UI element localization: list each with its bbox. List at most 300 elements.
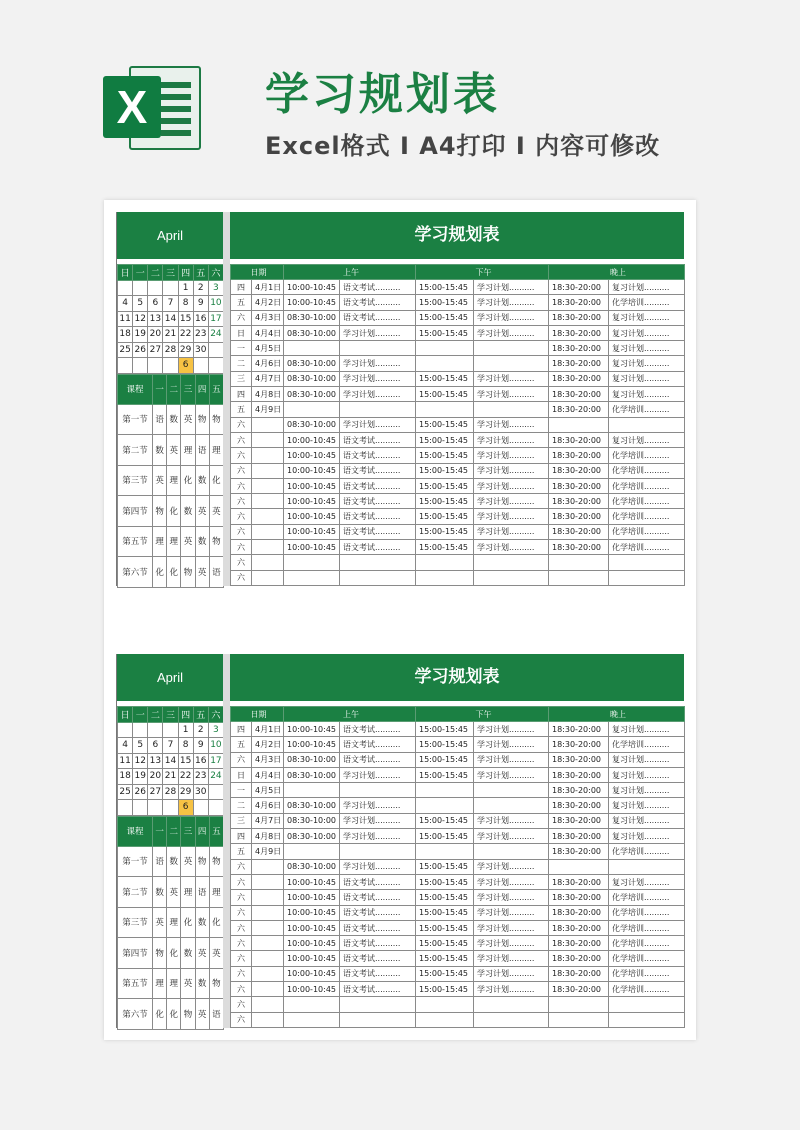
course-cell[interactable]: 语 <box>209 999 223 1030</box>
course-cell[interactable]: 理 <box>209 435 223 466</box>
schedule-cell[interactable] <box>340 402 416 417</box>
calendar-day[interactable] <box>118 722 133 738</box>
schedule-cell[interactable]: 4月3日 <box>252 310 284 325</box>
schedule-cell[interactable]: 18:30-20:00 <box>549 509 609 524</box>
course-cell[interactable]: 数 <box>167 404 181 435</box>
schedule-cell[interactable]: 10:00-10:45 <box>284 478 340 493</box>
calendar-day[interactable]: 30 <box>193 784 208 800</box>
schedule-cell[interactable]: 化学培训.......... <box>609 295 685 310</box>
schedule-cell[interactable]: 学习计划.......... <box>474 874 549 889</box>
schedule-cell[interactable]: 六 <box>231 478 252 493</box>
schedule-cell[interactable]: 化学培训.......... <box>609 463 685 478</box>
schedule-cell[interactable]: 六 <box>231 509 252 524</box>
course-cell[interactable]: 英 <box>209 938 223 969</box>
schedule-cell[interactable] <box>252 874 284 889</box>
schedule-cell[interactable]: 18:30-20:00 <box>549 280 609 295</box>
schedule-cell[interactable]: 4月3日 <box>252 752 284 767</box>
schedule-cell[interactable]: 六 <box>231 463 252 478</box>
schedule-cell[interactable]: 18:30-20:00 <box>549 752 609 767</box>
schedule-cell[interactable] <box>252 463 284 478</box>
calendar-day[interactable]: 1 <box>178 722 193 738</box>
course-cell[interactable]: 化 <box>167 557 181 588</box>
schedule-cell[interactable]: 4月5日 <box>252 341 284 356</box>
schedule-cell[interactable]: 复习计划.......... <box>609 356 685 371</box>
schedule-cell[interactable]: 10:00-10:45 <box>284 920 340 935</box>
calendar-day[interactable]: 26 <box>133 342 148 358</box>
course-cell[interactable]: 物 <box>209 526 223 557</box>
schedule-cell[interactable]: 语文考试.......... <box>340 936 416 951</box>
schedule-cell[interactable]: 4月6日 <box>252 798 284 813</box>
schedule-cell[interactable]: 学习计划.......... <box>474 432 549 447</box>
calendar-day[interactable]: 4 <box>118 738 133 754</box>
course-cell[interactable]: 英 <box>195 557 209 588</box>
schedule-cell[interactable]: 18:30-20:00 <box>549 798 609 813</box>
schedule-cell[interactable]: 学习计划.......... <box>474 859 549 874</box>
schedule-cell[interactable] <box>549 997 609 1012</box>
schedule-cell[interactable]: 复习计划.......... <box>609 874 685 889</box>
schedule-cell[interactable]: 15:00-15:45 <box>416 859 474 874</box>
schedule-cell[interactable]: 15:00-15:45 <box>416 463 474 478</box>
schedule-cell[interactable]: 语文考试.......... <box>340 966 416 981</box>
schedule-cell[interactable]: 10:00-10:45 <box>284 524 340 539</box>
course-cell[interactable]: 第一节 <box>118 404 153 435</box>
schedule-cell[interactable]: 学习计划.......... <box>474 951 549 966</box>
schedule-cell[interactable]: 化学培训.......... <box>609 524 685 539</box>
calendar-day[interactable]: 21 <box>163 769 178 785</box>
schedule-cell[interactable]: 学习计划.......... <box>474 966 549 981</box>
schedule-cell[interactable] <box>609 997 685 1012</box>
schedule-cell[interactable]: 18:30-20:00 <box>549 874 609 889</box>
schedule-cell[interactable]: 15:00-15:45 <box>416 325 474 340</box>
schedule-cell[interactable]: 08:30-10:00 <box>284 325 340 340</box>
schedule-cell[interactable]: 学习计划.......... <box>340 767 416 782</box>
calendar-day[interactable]: 17 <box>208 311 223 327</box>
schedule-cell[interactable]: 学习计划.......... <box>474 737 549 752</box>
course-cell[interactable]: 英 <box>181 404 195 435</box>
schedule-cell[interactable]: 六 <box>231 966 252 981</box>
schedule-cell[interactable]: 语文考试.......... <box>340 280 416 295</box>
schedule-cell[interactable]: 学习计划.......... <box>474 829 549 844</box>
schedule-cell[interactable] <box>416 1012 474 1027</box>
schedule-cell[interactable] <box>252 417 284 432</box>
schedule-cell[interactable]: 10:00-10:45 <box>284 494 340 509</box>
course-cell[interactable]: 理 <box>167 465 181 496</box>
calendar-day[interactable]: 8 <box>178 296 193 312</box>
schedule-cell[interactable]: 六 <box>231 448 252 463</box>
schedule-cell[interactable]: 学习计划.......... <box>340 813 416 828</box>
course-cell[interactable]: 第三节 <box>118 907 153 938</box>
course-cell[interactable]: 数 <box>153 877 167 908</box>
schedule-cell[interactable]: 化学培训.......... <box>609 478 685 493</box>
schedule-cell[interactable] <box>609 417 685 432</box>
calendar-day[interactable]: 25 <box>118 784 133 800</box>
schedule-cell[interactable]: 日 <box>231 767 252 782</box>
schedule-cell[interactable]: 18:30-20:00 <box>549 982 609 997</box>
schedule-cell[interactable]: 化学培训.......... <box>609 448 685 463</box>
calendar-day[interactable]: 16 <box>193 311 208 327</box>
course-cell[interactable]: 语 <box>195 435 209 466</box>
schedule-cell[interactable] <box>284 341 340 356</box>
schedule-cell[interactable]: 学习计划.......... <box>474 387 549 402</box>
schedule-cell[interactable]: 语文考试.......... <box>340 310 416 325</box>
course-cell[interactable]: 第五节 <box>118 968 153 999</box>
schedule-cell[interactable]: 18:30-20:00 <box>549 722 609 737</box>
schedule-cell[interactable]: 复习计划.......... <box>609 280 685 295</box>
calendar-day[interactable]: 13 <box>148 753 163 769</box>
schedule-cell[interactable]: 化学培训.......... <box>609 402 685 417</box>
schedule-cell[interactable]: 语文考试.......... <box>340 905 416 920</box>
schedule-cell[interactable]: 学习计划.......... <box>474 540 549 555</box>
schedule-cell[interactable] <box>340 844 416 859</box>
calendar-day[interactable]: 24 <box>208 769 223 785</box>
calendar-day[interactable]: 11 <box>118 753 133 769</box>
schedule-cell[interactable]: 4月1日 <box>252 280 284 295</box>
calendar-day[interactable]: 2 <box>193 280 208 296</box>
schedule-cell[interactable]: 学习计划.......... <box>474 752 549 767</box>
schedule-cell[interactable]: 六 <box>231 936 252 951</box>
schedule-cell[interactable]: 学习计划.......... <box>474 280 549 295</box>
schedule-cell[interactable]: 化学培训.......... <box>609 982 685 997</box>
schedule-cell[interactable]: 学习计划.......... <box>474 478 549 493</box>
calendar-day[interactable]: 18 <box>118 769 133 785</box>
schedule-cell[interactable] <box>416 555 474 570</box>
course-cell[interactable]: 数 <box>181 938 195 969</box>
calendar-day[interactable] <box>208 800 223 816</box>
course-cell[interactable]: 数 <box>181 496 195 527</box>
schedule-cell[interactable]: 化学培训.......... <box>609 966 685 981</box>
schedule-cell[interactable]: 15:00-15:45 <box>416 767 474 782</box>
schedule-cell[interactable] <box>416 844 474 859</box>
schedule-cell[interactable] <box>252 920 284 935</box>
schedule-cell[interactable]: 15:00-15:45 <box>416 722 474 737</box>
calendar-day[interactable] <box>208 784 223 800</box>
course-cell[interactable]: 物 <box>153 496 167 527</box>
calendar-day[interactable] <box>163 722 178 738</box>
schedule-cell[interactable]: 日 <box>231 325 252 340</box>
schedule-cell[interactable]: 学习计划.......... <box>474 371 549 386</box>
schedule-cell[interactable]: 六 <box>231 752 252 767</box>
schedule-cell[interactable] <box>549 417 609 432</box>
course-cell[interactable]: 物 <box>195 404 209 435</box>
schedule-cell[interactable] <box>474 844 549 859</box>
schedule-cell[interactable]: 五 <box>231 844 252 859</box>
schedule-cell[interactable]: 18:30-20:00 <box>549 936 609 951</box>
schedule-cell[interactable] <box>474 402 549 417</box>
schedule-cell[interactable] <box>416 402 474 417</box>
calendar-day[interactable] <box>193 358 208 374</box>
schedule-cell[interactable]: 学习计划.......... <box>340 325 416 340</box>
course-cell[interactable]: 数 <box>195 907 209 938</box>
schedule-cell[interactable]: 18:30-20:00 <box>549 920 609 935</box>
schedule-cell[interactable] <box>252 478 284 493</box>
schedule-cell[interactable]: 18:30-20:00 <box>549 905 609 920</box>
schedule-cell[interactable]: 语文考试.......... <box>340 982 416 997</box>
schedule-cell[interactable]: 15:00-15:45 <box>416 432 474 447</box>
schedule-cell[interactable]: 六 <box>231 920 252 935</box>
schedule-cell[interactable] <box>340 1012 416 1027</box>
course-cell[interactable]: 英 <box>181 968 195 999</box>
course-cell[interactable]: 英 <box>209 496 223 527</box>
schedule-cell[interactable]: 学习计划.......... <box>474 448 549 463</box>
schedule-cell[interactable]: 化学培训.......... <box>609 494 685 509</box>
schedule-cell[interactable]: 六 <box>231 310 252 325</box>
course-cell[interactable]: 第四节 <box>118 938 153 969</box>
calendar-day[interactable]: 28 <box>163 342 178 358</box>
course-cell[interactable]: 数 <box>153 435 167 466</box>
schedule-cell[interactable]: 08:30-10:00 <box>284 859 340 874</box>
calendar-day[interactable]: 9 <box>193 738 208 754</box>
schedule-cell[interactable]: 化学培训.......... <box>609 936 685 951</box>
schedule-cell[interactable]: 学习计划.......... <box>340 387 416 402</box>
course-cell[interactable]: 理 <box>167 968 181 999</box>
course-cell[interactable]: 物 <box>181 999 195 1030</box>
schedule-cell[interactable]: 复习计划.......... <box>609 310 685 325</box>
schedule-cell[interactable] <box>252 555 284 570</box>
schedule-cell[interactable]: 4月6日 <box>252 356 284 371</box>
course-cell[interactable]: 物 <box>195 846 209 877</box>
calendar-day[interactable] <box>148 358 163 374</box>
schedule-cell[interactable] <box>609 555 685 570</box>
schedule-cell[interactable]: 学习计划.......... <box>474 295 549 310</box>
course-cell[interactable]: 数 <box>195 968 209 999</box>
schedule-cell[interactable]: 复习计划.......... <box>609 371 685 386</box>
course-cell[interactable]: 第三节 <box>118 465 153 496</box>
schedule-cell[interactable]: 15:00-15:45 <box>416 478 474 493</box>
schedule-cell[interactable]: 语文考试.......... <box>340 737 416 752</box>
schedule-cell[interactable]: 六 <box>231 555 252 570</box>
schedule-cell[interactable] <box>474 997 549 1012</box>
schedule-cell[interactable]: 学习计划.......... <box>474 982 549 997</box>
schedule-cell[interactable]: 一 <box>231 341 252 356</box>
schedule-cell[interactable]: 语文考试.......... <box>340 722 416 737</box>
schedule-cell[interactable] <box>549 570 609 585</box>
schedule-cell[interactable]: 4月9日 <box>252 402 284 417</box>
schedule-cell[interactable] <box>284 402 340 417</box>
schedule-cell[interactable]: 18:30-20:00 <box>549 341 609 356</box>
schedule-cell[interactable] <box>252 570 284 585</box>
schedule-cell[interactable] <box>340 555 416 570</box>
schedule-cell[interactable]: 四 <box>231 387 252 402</box>
course-cell[interactable]: 第五节 <box>118 526 153 557</box>
schedule-cell[interactable]: 六 <box>231 874 252 889</box>
calendar-day[interactable] <box>118 358 133 374</box>
schedule-cell[interactable]: 学习计划.......... <box>340 798 416 813</box>
course-cell[interactable]: 物 <box>209 846 223 877</box>
schedule-cell[interactable] <box>252 982 284 997</box>
schedule-cell[interactable]: 08:30-10:00 <box>284 767 340 782</box>
schedule-cell[interactable]: 15:00-15:45 <box>416 936 474 951</box>
course-cell[interactable]: 第六节 <box>118 999 153 1030</box>
schedule-cell[interactable] <box>474 798 549 813</box>
calendar-day[interactable]: 14 <box>163 311 178 327</box>
schedule-cell[interactable]: 六 <box>231 540 252 555</box>
schedule-cell[interactable] <box>252 448 284 463</box>
course-cell[interactable]: 语 <box>153 404 167 435</box>
schedule-cell[interactable]: 六 <box>231 1012 252 1027</box>
schedule-cell[interactable]: 10:00-10:45 <box>284 966 340 981</box>
schedule-cell[interactable]: 08:30-10:00 <box>284 417 340 432</box>
schedule-cell[interactable]: 化学培训.......... <box>609 737 685 752</box>
calendar-day[interactable]: 17 <box>208 753 223 769</box>
calendar-day[interactable]: 22 <box>178 327 193 343</box>
schedule-cell[interactable]: 语文考试.......... <box>340 752 416 767</box>
schedule-cell[interactable]: 15:00-15:45 <box>416 982 474 997</box>
schedule-cell[interactable] <box>252 905 284 920</box>
schedule-cell[interactable]: 15:00-15:45 <box>416 540 474 555</box>
schedule-cell[interactable]: 10:00-10:45 <box>284 295 340 310</box>
schedule-cell[interactable]: 10:00-10:45 <box>284 463 340 478</box>
calendar-day[interactable]: 18 <box>118 327 133 343</box>
schedule-cell[interactable]: 15:00-15:45 <box>416 829 474 844</box>
course-cell[interactable]: 语 <box>195 877 209 908</box>
schedule-cell[interactable]: 4月2日 <box>252 737 284 752</box>
schedule-cell[interactable]: 10:00-10:45 <box>284 890 340 905</box>
schedule-cell[interactable]: 4月7日 <box>252 371 284 386</box>
schedule-cell[interactable]: 15:00-15:45 <box>416 371 474 386</box>
schedule-cell[interactable]: 18:30-20:00 <box>549 951 609 966</box>
course-cell[interactable]: 第四节 <box>118 496 153 527</box>
schedule-cell[interactable]: 学习计划.......... <box>474 722 549 737</box>
schedule-cell[interactable]: 18:30-20:00 <box>549 737 609 752</box>
schedule-cell[interactable]: 五 <box>231 402 252 417</box>
schedule-cell[interactable]: 学习计划.......... <box>474 494 549 509</box>
calendar-day[interactable]: 6 <box>148 738 163 754</box>
schedule-cell[interactable]: 六 <box>231 432 252 447</box>
schedule-cell[interactable] <box>284 555 340 570</box>
schedule-cell[interactable]: 10:00-10:45 <box>284 737 340 752</box>
schedule-cell[interactable]: 18:30-20:00 <box>549 295 609 310</box>
schedule-cell[interactable]: 4月2日 <box>252 295 284 310</box>
calendar-day[interactable]: 29 <box>178 342 193 358</box>
schedule-cell[interactable]: 15:00-15:45 <box>416 813 474 828</box>
course-cell[interactable]: 英 <box>153 907 167 938</box>
schedule-cell[interactable]: 18:30-20:00 <box>549 356 609 371</box>
schedule-cell[interactable]: 六 <box>231 570 252 585</box>
course-cell[interactable]: 理 <box>153 968 167 999</box>
calendar-day[interactable]: 27 <box>148 784 163 800</box>
schedule-cell[interactable]: 18:30-20:00 <box>549 813 609 828</box>
schedule-cell[interactable]: 08:30-10:00 <box>284 356 340 371</box>
schedule-cell[interactable] <box>609 1012 685 1027</box>
schedule-cell[interactable]: 18:30-20:00 <box>549 844 609 859</box>
schedule-cell[interactable]: 15:00-15:45 <box>416 966 474 981</box>
course-cell[interactable]: 化 <box>153 557 167 588</box>
calendar-day[interactable]: 5 <box>133 738 148 754</box>
schedule-cell[interactable]: 学习计划.......... <box>474 463 549 478</box>
schedule-cell[interactable]: 18:30-20:00 <box>549 494 609 509</box>
schedule-cell[interactable] <box>252 494 284 509</box>
schedule-cell[interactable]: 4月9日 <box>252 844 284 859</box>
schedule-cell[interactable] <box>284 844 340 859</box>
schedule-cell[interactable] <box>252 509 284 524</box>
course-cell[interactable]: 英 <box>181 846 195 877</box>
schedule-cell[interactable]: 语文考试.......... <box>340 540 416 555</box>
course-cell[interactable]: 理 <box>167 907 181 938</box>
calendar-day[interactable] <box>163 280 178 296</box>
schedule-cell[interactable]: 18:30-20:00 <box>549 448 609 463</box>
schedule-cell[interactable]: 学习计划.......... <box>340 859 416 874</box>
course-cell[interactable]: 英 <box>153 465 167 496</box>
calendar-day[interactable] <box>148 800 163 816</box>
schedule-cell[interactable]: 4月8日 <box>252 829 284 844</box>
schedule-cell[interactable]: 复习计划.......... <box>609 722 685 737</box>
schedule-cell[interactable] <box>474 570 549 585</box>
schedule-cell[interactable]: 10:00-10:45 <box>284 936 340 951</box>
schedule-cell[interactable]: 语文考试.......... <box>340 874 416 889</box>
course-cell[interactable]: 理 <box>181 877 195 908</box>
schedule-cell[interactable] <box>416 570 474 585</box>
schedule-cell[interactable]: 4月5日 <box>252 783 284 798</box>
schedule-cell[interactable]: 18:30-20:00 <box>549 767 609 782</box>
schedule-cell[interactable]: 语文考试.......... <box>340 478 416 493</box>
schedule-cell[interactable] <box>416 997 474 1012</box>
schedule-cell[interactable]: 4月4日 <box>252 325 284 340</box>
schedule-cell[interactable]: 18:30-20:00 <box>549 540 609 555</box>
course-cell[interactable]: 英 <box>195 496 209 527</box>
course-cell[interactable]: 物 <box>209 968 223 999</box>
schedule-cell[interactable]: 六 <box>231 890 252 905</box>
schedule-cell[interactable]: 学习计划.......... <box>340 356 416 371</box>
schedule-cell[interactable]: 15:00-15:45 <box>416 448 474 463</box>
calendar-day[interactable] <box>133 800 148 816</box>
calendar-day[interactable]: 30 <box>193 342 208 358</box>
schedule-cell[interactable]: 复习计划.......... <box>609 783 685 798</box>
course-cell[interactable]: 理 <box>153 526 167 557</box>
schedule-cell[interactable]: 五 <box>231 737 252 752</box>
course-cell[interactable]: 第六节 <box>118 557 153 588</box>
schedule-cell[interactable]: 10:00-10:45 <box>284 874 340 889</box>
calendar-day[interactable]: 29 <box>178 784 193 800</box>
calendar-day[interactable]: 24 <box>208 327 223 343</box>
calendar-day[interactable]: 26 <box>133 784 148 800</box>
schedule-cell[interactable]: 语文考试.......... <box>340 920 416 935</box>
schedule-cell[interactable] <box>252 890 284 905</box>
schedule-cell[interactable]: 15:00-15:45 <box>416 920 474 935</box>
schedule-cell[interactable]: 复习计划.......... <box>609 341 685 356</box>
schedule-cell[interactable]: 复习计划.......... <box>609 813 685 828</box>
schedule-cell[interactable]: 08:30-10:00 <box>284 371 340 386</box>
calendar-day[interactable] <box>163 800 178 816</box>
schedule-cell[interactable]: 四 <box>231 829 252 844</box>
calendar-day[interactable]: 23 <box>193 327 208 343</box>
schedule-cell[interactable]: 08:30-10:00 <box>284 829 340 844</box>
schedule-cell[interactable]: 三 <box>231 371 252 386</box>
calendar-day[interactable] <box>193 800 208 816</box>
schedule-cell[interactable]: 10:00-10:45 <box>284 722 340 737</box>
schedule-cell[interactable]: 复习计划.......... <box>609 432 685 447</box>
schedule-cell[interactable] <box>416 798 474 813</box>
schedule-cell[interactable]: 二 <box>231 798 252 813</box>
schedule-cell[interactable]: 4月1日 <box>252 722 284 737</box>
schedule-cell[interactable]: 一 <box>231 783 252 798</box>
schedule-cell[interactable]: 语文考试.......... <box>340 524 416 539</box>
schedule-cell[interactable] <box>252 951 284 966</box>
calendar-day[interactable]: 12 <box>133 311 148 327</box>
schedule-cell[interactable]: 化学培训.......... <box>609 951 685 966</box>
schedule-cell[interactable]: 15:00-15:45 <box>416 494 474 509</box>
schedule-cell[interactable] <box>284 997 340 1012</box>
schedule-cell[interactable]: 学习计划.......... <box>474 524 549 539</box>
course-cell[interactable]: 第二节 <box>118 877 153 908</box>
schedule-cell[interactable] <box>474 1012 549 1027</box>
calendar-day[interactable]: 23 <box>193 769 208 785</box>
schedule-cell[interactable]: 化学培训.......... <box>609 509 685 524</box>
schedule-cell[interactable]: 语文考试.......... <box>340 295 416 310</box>
calendar-day[interactable]: 6 <box>178 800 193 816</box>
schedule-cell[interactable]: 学习计划.......... <box>474 905 549 920</box>
schedule-cell[interactable]: 4月7日 <box>252 813 284 828</box>
schedule-cell[interactable]: 18:30-20:00 <box>549 310 609 325</box>
